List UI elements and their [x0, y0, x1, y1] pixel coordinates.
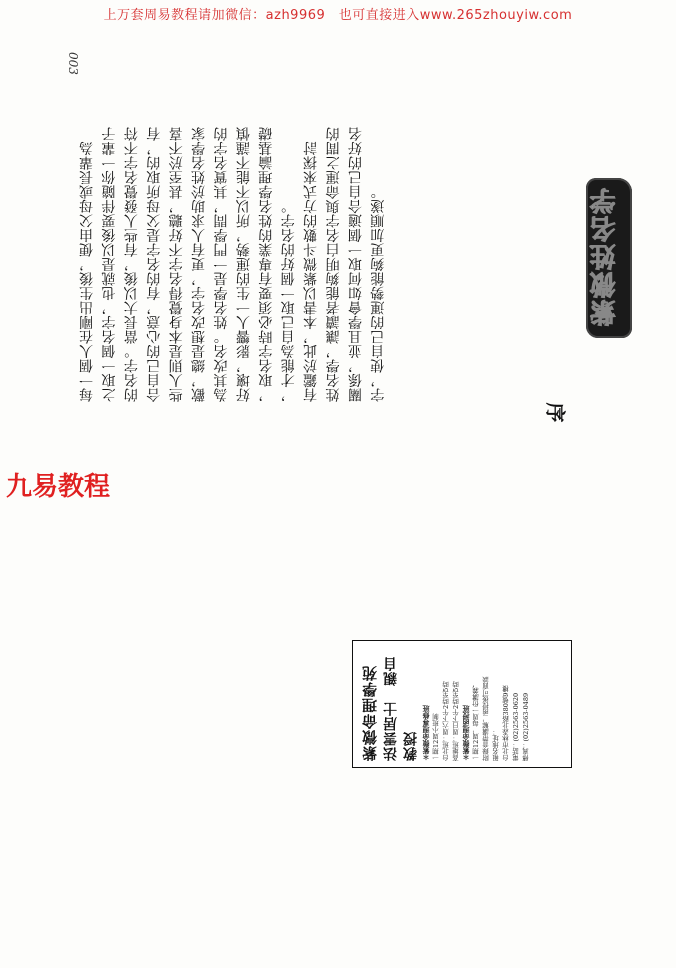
- text-column: 合自己的心意，有的名字是父母所取的，有: [146, 126, 163, 402]
- ad-subtitle: 法雲居士 親自教授: [383, 656, 419, 761]
- text-column: 字，使自己的運勢能夠更加順遂。: [370, 184, 387, 402]
- text-column: ，才能為自己取一個好的名字。: [280, 199, 297, 402]
- text-column: 姓名學，讓讀者能夠明白名字與命運之間的: [325, 126, 342, 402]
- text-column: ，取名字時必須要有專業的姓名學理論基礎: [258, 126, 275, 402]
- ad-line: 報名地址：: [492, 728, 500, 761]
- text-column: 的名字。當長大以後，有些人發覺名字不符: [123, 126, 140, 402]
- text-column: 每一個人在剛出生後，便由父母或長輩為: [79, 141, 95, 402]
- text-column: 為其改名。姓名學是一門學問，其實名字的: [213, 126, 230, 402]
- preface-body: [76, 62, 562, 402]
- section-label: 序: [543, 402, 568, 423]
- watermark-text: 九易教程: [6, 472, 111, 502]
- text-column: 之取一個名字，也就是以後要伴隨你一輩子: [101, 126, 118, 402]
- book-title: 紫微姓名学: [590, 186, 620, 326]
- text-column: 關係，並且學會如何取一個適合自己的好名: [347, 126, 364, 402]
- advertisement-content: [353, 641, 571, 767]
- ad-line: 台北市林森北路380號9樓: [502, 685, 510, 761]
- ad-line: 台北班：周六下午2時至5時: [442, 681, 450, 761]
- advertisement-box: [352, 640, 572, 768]
- page-number: 003: [66, 52, 80, 75]
- text-column: 好壞，影響人一生的運勢，所以不能不謹慎: [235, 126, 252, 402]
- ad-line: 高雄班：周日下午2時至5時: [452, 681, 460, 761]
- text-column: 些人則是本身覺得名字不好聽，甚至於不喜: [168, 126, 185, 402]
- ad-line: 傳真：(02)2563-0489: [522, 692, 530, 761]
- ad-line: ＊紫微命理專修班: [421, 705, 430, 761]
- text-column: 歡，總是想改名字，更有人求助於姓名學家: [191, 126, 208, 402]
- ad-line: 一期12周小班制: [432, 713, 440, 761]
- book-title-badge: [586, 178, 632, 338]
- ad-line: 電話：(02)2563-0620: [512, 692, 520, 761]
- ad-line: 一期12周，每周一份講義，: [472, 681, 480, 761]
- ad-title: 紫微命理學苑: [361, 665, 379, 761]
- ad-line: ＊紫微命理函授班: [461, 705, 470, 761]
- ad-line: 附錄音帶講解，函授後可面談: [482, 676, 490, 761]
- top-banner: 上万套周易教程请加微信：azh9969 也可直接进入www.265zhouyiw.com: [103, 8, 573, 23]
- text-column: 有鑑於此，本書以紫微斗數的方式來探討: [303, 141, 320, 402]
